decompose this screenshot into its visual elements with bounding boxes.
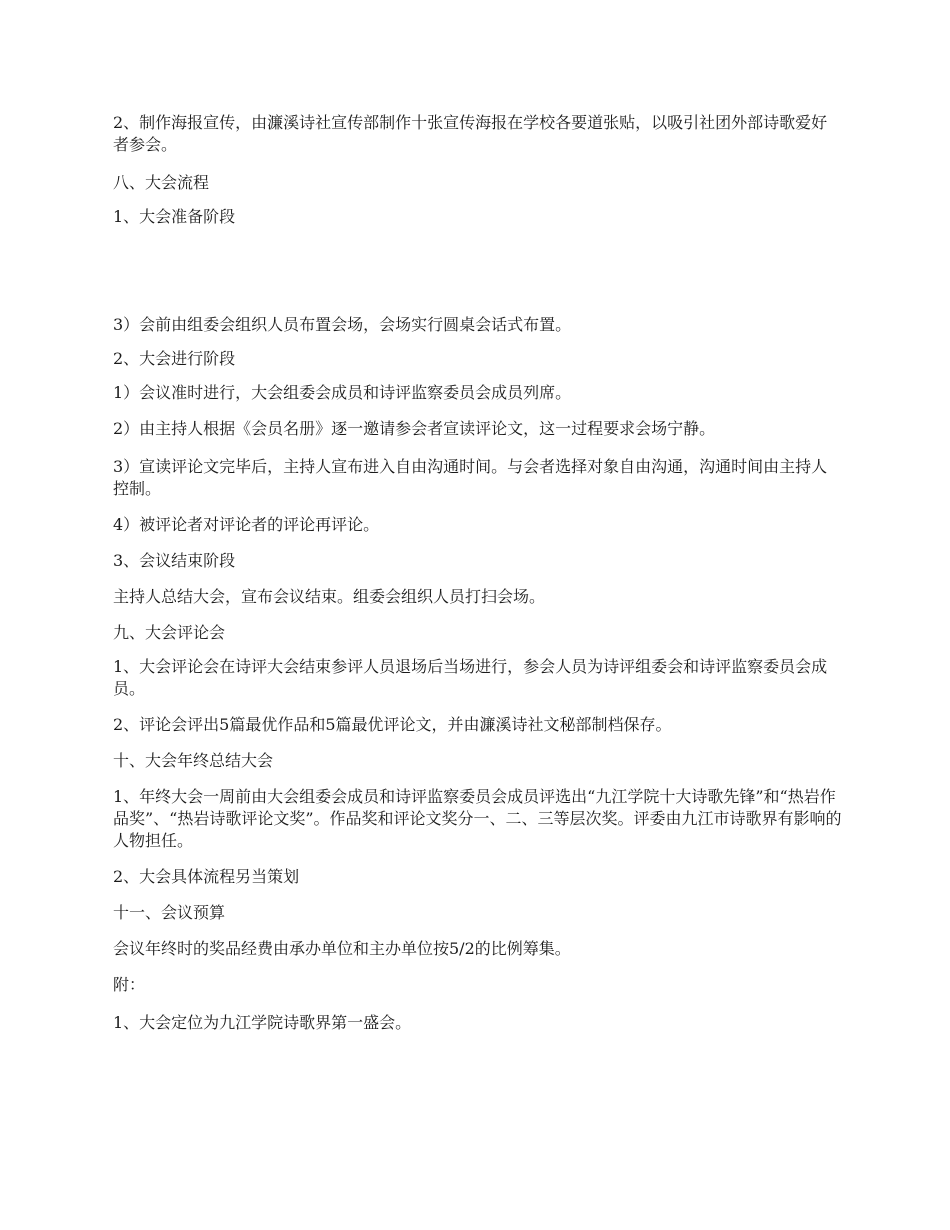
paragraph-positioning: 1、大会定位为九江学院诗歌界第一盛会。 xyxy=(113,1013,412,1032)
heading-section-11: 十一、会议预算 xyxy=(113,903,226,922)
paragraph-poster-publicity: 2、制作海报宣传，由濂溪诗社宣传部制作十张宣传海报在学校各要道张贴，以吸引社团外部诗歌爱好者参会。 xyxy=(113,113,828,154)
paragraph-separate-planning: 2、大会具体流程另当策划 xyxy=(113,867,300,886)
paragraph-counter-review: 4）被评论者对评论者的评论再评论。 xyxy=(113,515,380,534)
paragraph-meeting-start: 1）会议准时进行，大会组委会成员和诗评监察委员会成员列席。 xyxy=(113,383,572,402)
paragraph-annual-awards: 1、年终大会一周前由大会组委会成员和诗评监察委员会成员评选出“九江学院十大诗歌先锋”和“热岩作品奖”、“热岩诗歌评论文奖”。作品奖和评论文奖分一、二、三等层次奖。评委由九江市诗歌界有影响的人物担任。 xyxy=(113,787,842,850)
paragraph-closing-summary: 主持人总结大会，宣布会议结束。组委会组织人员打扫会场。 xyxy=(113,587,546,606)
subheading-closing-stage: 3、会议结束阶段 xyxy=(113,551,236,570)
paragraph-appendix-label: 附： xyxy=(113,975,146,994)
heading-section-8: 八、大会流程 xyxy=(113,173,210,192)
subheading-conduct-stage: 2、大会进行阶段 xyxy=(113,349,236,368)
paragraph-venue-setup: 3）会前由组委会组织人员布置会场，会场实行圆桌会话式布置。 xyxy=(113,315,572,334)
heading-section-10: 十、大会年终总结大会 xyxy=(113,751,274,770)
paragraph-review-meeting: 1、大会评论会在诗评大会结束参评人员退场后当场进行，参会人员为诗评组委会和诗评监察委员会成员。 xyxy=(113,657,828,698)
paragraph-free-communication: 3）宣读评论文完毕后，主持人宣布进入自由沟通时间。与会者选择对象自由沟通，沟通时间由主持人控制。 xyxy=(113,457,828,498)
paragraph-best-works: 2、评论会评出5篇最优作品和5篇最优评论文，并由濂溪诗社文秘部制档保存。 xyxy=(113,715,672,734)
paragraph-budget: 会议年终时的奖品经费由承办单位和主办单位按5/2的比例筹集。 xyxy=(113,939,571,958)
paragraph-reading-reviews: 2）由主持人根据《会员名册》逐一邀请参会者宣读评论文，这一过程要求会场宁静。 xyxy=(113,419,716,438)
subheading-preparation-stage: 1、大会准备阶段 xyxy=(113,207,236,226)
heading-section-9: 九、大会评论会 xyxy=(113,623,226,642)
